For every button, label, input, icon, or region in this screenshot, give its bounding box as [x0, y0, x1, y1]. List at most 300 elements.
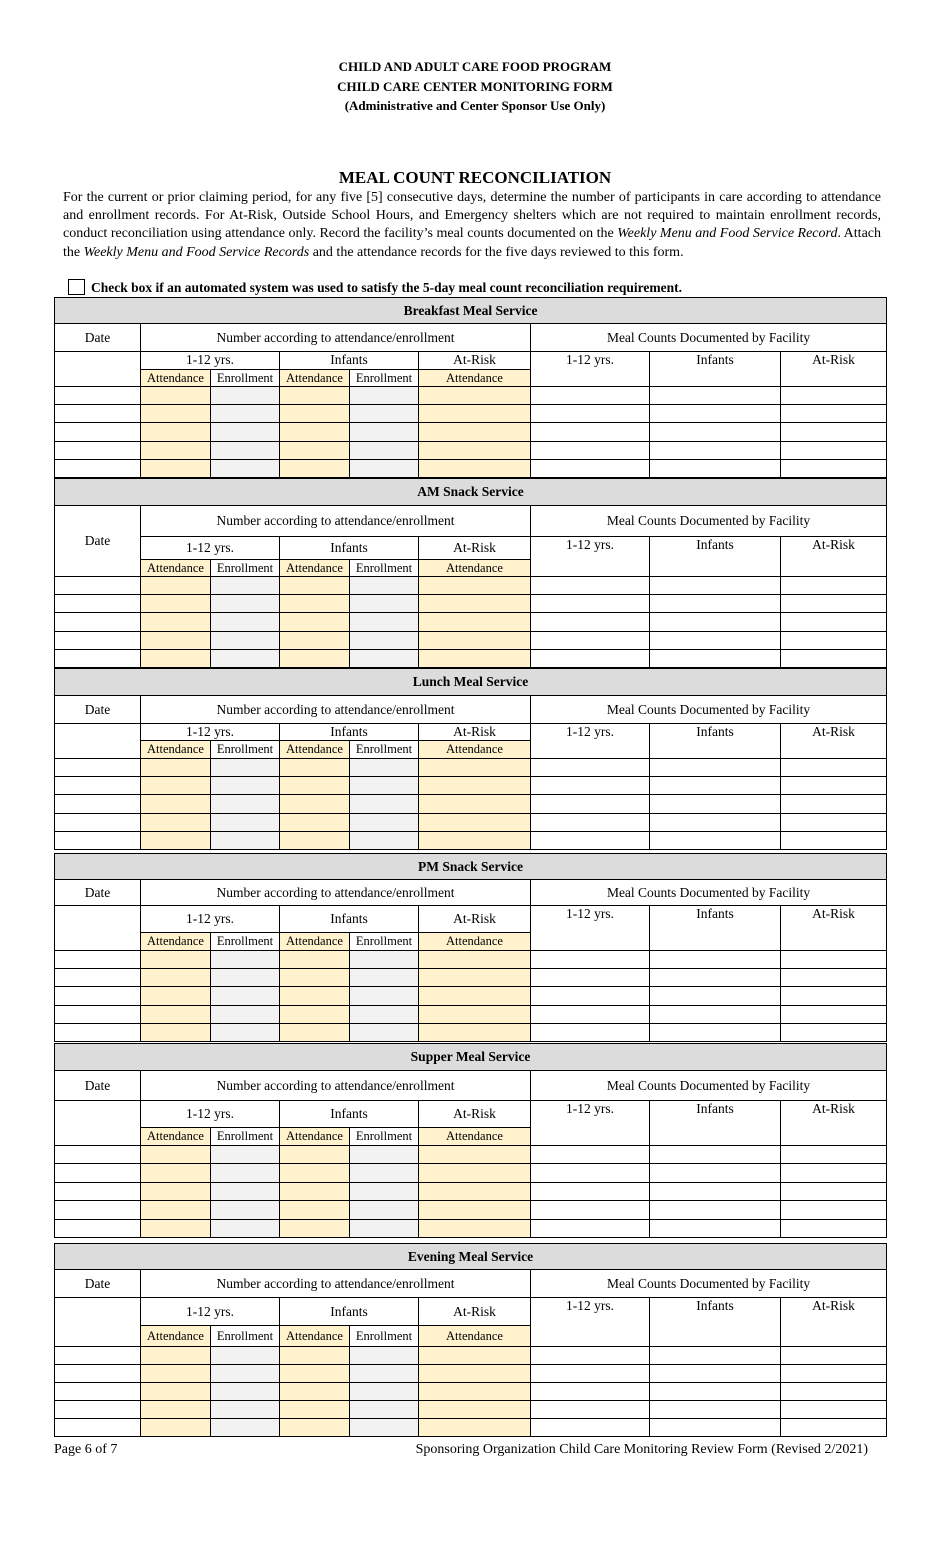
attendance-at-risk-cell[interactable] [419, 813, 531, 831]
attendance-at-risk-cell[interactable] [419, 795, 531, 813]
enrollment-infants-cell[interactable] [350, 613, 419, 631]
meal-count-at-risk-header: At-Risk [781, 537, 887, 577]
meal-count-at-risk-cell[interactable] [781, 441, 887, 459]
attendance-1-12-cell[interactable] [141, 1383, 211, 1401]
date-cell[interactable] [55, 777, 141, 795]
enrollment-1-12-cell[interactable] [211, 1005, 280, 1023]
meal-count-infants-cell[interactable] [650, 951, 781, 969]
attendance-infants-cell[interactable] [280, 777, 350, 795]
enrollment-infants-cell[interactable] [350, 595, 419, 613]
enrollment-infants-cell[interactable] [350, 405, 419, 423]
attendance-infants-cell[interactable] [280, 595, 350, 613]
meal-count-infants-cell[interactable] [650, 1401, 781, 1419]
attendance-1-12-cell[interactable] [141, 1164, 211, 1182]
attendance-infants-cell[interactable] [280, 1182, 350, 1200]
table-row [55, 1182, 887, 1200]
attendance-infants-cell[interactable] [280, 951, 350, 969]
enrollment-1-12-cell[interactable] [211, 1347, 280, 1365]
meal-count-at-risk-cell[interactable] [781, 1365, 887, 1383]
attendance-at-risk-cell[interactable] [419, 423, 531, 441]
automated-system-checkbox[interactable] [68, 279, 85, 295]
enrollment-infants-cell[interactable] [350, 777, 419, 795]
meal-count-infants-cell[interactable] [650, 613, 781, 631]
attendance-at-risk-cell[interactable] [419, 387, 531, 405]
attendance-infants-cell[interactable] [280, 1383, 350, 1401]
enrollment-1-12-cell[interactable] [211, 1201, 280, 1219]
enrollment-1-12-cell[interactable] [211, 423, 280, 441]
attendance-1-12-cell[interactable] [141, 1347, 211, 1365]
enrollment-1-12-cell[interactable] [211, 969, 280, 987]
enrollment-1-12-cell[interactable] [211, 577, 280, 595]
enrollment-infants-cell[interactable] [350, 831, 419, 849]
attendance-infants-cell[interactable] [280, 1005, 350, 1023]
attendance-at-risk-cell[interactable] [419, 1201, 531, 1219]
attendance-infants-cell[interactable] [280, 441, 350, 459]
attendance-infants-cell[interactable] [280, 423, 350, 441]
attendance-1-12-cell[interactable] [141, 1005, 211, 1023]
date-cell[interactable] [55, 987, 141, 1005]
enrollment-infants-cell[interactable] [350, 1401, 419, 1419]
enrollment-infants-cell[interactable] [350, 1365, 419, 1383]
meal-count-infants-cell[interactable] [650, 1419, 781, 1437]
meal-count-1-12-cell[interactable] [531, 387, 650, 405]
attendance-infants-cell[interactable] [280, 613, 350, 631]
attendance-infants-cell[interactable] [280, 987, 350, 1005]
meal-count-at-risk-header: At-Risk [781, 906, 887, 951]
meal-count-1-12-cell[interactable] [531, 1383, 650, 1401]
meal-count-1-12-cell[interactable] [531, 1164, 650, 1182]
attendance-at-risk-cell[interactable] [419, 1347, 531, 1365]
meal-counts-group-header: Meal Counts Documented by Facility [531, 880, 887, 906]
meal-count-at-risk-cell[interactable] [781, 387, 887, 405]
attendance-group-header: Number according to attendance/enrollment [141, 1071, 531, 1101]
meal-count-infants-cell[interactable] [650, 813, 781, 831]
attendance-at-risk-cell[interactable] [419, 595, 531, 613]
meal-count-infants-cell[interactable] [650, 1201, 781, 1219]
date-cell[interactable] [55, 1023, 141, 1041]
attendance-1-12-cell[interactable] [141, 1365, 211, 1383]
table-row [55, 777, 887, 795]
attendance-at-risk-cell[interactable] [419, 1419, 531, 1437]
attendance-at-risk-cell[interactable] [419, 1383, 531, 1401]
meal-count-at-risk-cell[interactable] [781, 577, 887, 595]
date-cell[interactable] [55, 1182, 141, 1200]
meal-count-1-12-cell[interactable] [531, 1347, 650, 1365]
enrollment-infants-cell[interactable] [350, 951, 419, 969]
enrollment-1-12-cell[interactable] [211, 649, 280, 667]
meal-count-at-risk-cell[interactable] [781, 831, 887, 849]
meal-count-1-12-cell[interactable] [531, 405, 650, 423]
attendance-at-risk-cell[interactable] [419, 1365, 531, 1383]
enrollment-1-12-cell[interactable] [211, 1401, 280, 1419]
attendance-at-risk-cell[interactable] [419, 1023, 531, 1041]
meal-count-infants-cell[interactable] [650, 577, 781, 595]
meal-count-1-12-cell[interactable] [531, 1146, 650, 1164]
meal-count-infants-header: Infants [650, 1298, 781, 1347]
meal-count-1-12-cell[interactable] [531, 969, 650, 987]
attendance-at-risk-cell[interactable] [419, 1005, 531, 1023]
meal-count-at-risk-cell[interactable] [781, 1146, 887, 1164]
enrollment-1-12-cell[interactable] [211, 831, 280, 849]
attendance-1-12-cell[interactable] [141, 613, 211, 631]
attendance-subheader: Attendance [419, 933, 531, 951]
meal-count-infants-cell[interactable] [650, 595, 781, 613]
enrollment-subheader: Enrollment [350, 933, 419, 951]
meal-count-at-risk-cell[interactable] [781, 1164, 887, 1182]
enrollment-1-12-cell[interactable] [211, 777, 280, 795]
enrollment-1-12-cell[interactable] [211, 405, 280, 423]
meal-count-1-12-cell[interactable] [531, 1201, 650, 1219]
meal-count-infants-cell[interactable] [650, 1023, 781, 1041]
meal-count-at-risk-cell[interactable] [781, 631, 887, 649]
meal-count-infants-cell[interactable] [650, 441, 781, 459]
attendance-1-12-cell[interactable] [141, 1419, 211, 1437]
enrollment-1-12-cell[interactable] [211, 387, 280, 405]
meal-count-1-12-cell[interactable] [531, 795, 650, 813]
attendance-1-12-cell[interactable] [141, 831, 211, 849]
enrollment-infants-cell[interactable] [350, 759, 419, 777]
attendance-at-risk-cell[interactable] [419, 777, 531, 795]
meal-count-at-risk-cell[interactable] [781, 649, 887, 667]
meal-count-at-risk-cell[interactable] [781, 613, 887, 631]
date-cell[interactable] [55, 813, 141, 831]
automated-system-checkbox-row [68, 279, 682, 296]
attendance-infants-cell[interactable] [280, 1164, 350, 1182]
date-cell[interactable] [55, 1365, 141, 1383]
service-title: Breakfast Meal Service [55, 298, 887, 324]
enrollment-infants-cell[interactable] [350, 987, 419, 1005]
meal-count-1-12-cell[interactable] [531, 777, 650, 795]
attendance-1-12-cell[interactable] [141, 459, 211, 477]
table-row [55, 813, 887, 831]
attendance-1-12-cell[interactable] [141, 759, 211, 777]
date-cell[interactable] [55, 1383, 141, 1401]
date-cell[interactable] [55, 1401, 141, 1419]
enrollment-1-12-cell[interactable] [211, 1182, 280, 1200]
enrollment-1-12-cell[interactable] [211, 759, 280, 777]
enrollment-infants-cell[interactable] [350, 459, 419, 477]
attendance-1-12-cell[interactable] [141, 951, 211, 969]
meal-count-1-12-cell[interactable] [531, 951, 650, 969]
meal-count-age-1-12-header: 1-12 yrs. [531, 724, 650, 759]
meal-count-at-risk-cell[interactable] [781, 795, 887, 813]
meal-count-at-risk-cell[interactable] [781, 595, 887, 613]
meal-count-1-12-cell[interactable] [531, 1005, 650, 1023]
enrollment-infants-cell[interactable] [350, 423, 419, 441]
attendance-group-header: Number according to attendance/enrollment [141, 324, 531, 352]
attendance-infants-cell[interactable] [280, 1347, 350, 1365]
attendance-at-risk-cell[interactable] [419, 759, 531, 777]
meal-count-at-risk-cell[interactable] [781, 813, 887, 831]
date-cell[interactable] [55, 631, 141, 649]
enrollment-infants-cell[interactable] [350, 1383, 419, 1401]
enrollment-infants-cell[interactable] [350, 1201, 419, 1219]
meal-count-1-12-cell[interactable] [531, 1419, 650, 1437]
date-cell[interactable] [55, 1347, 141, 1365]
attendance-infants-cell[interactable] [280, 405, 350, 423]
date-cell[interactable] [55, 459, 141, 477]
attendance-infants-cell[interactable] [280, 1201, 350, 1219]
enrollment-infants-cell[interactable] [350, 1005, 419, 1023]
attendance-at-risk-cell[interactable] [419, 1219, 531, 1237]
table-row [55, 1401, 887, 1419]
attendance-at-risk-cell[interactable] [419, 405, 531, 423]
attendance-1-12-cell[interactable] [141, 1182, 211, 1200]
date-cell[interactable] [55, 441, 141, 459]
meal-count-1-12-cell[interactable] [531, 1023, 650, 1041]
attendance-at-risk-cell[interactable] [419, 951, 531, 969]
meal-counts-group-header: Meal Counts Documented by Facility [531, 1071, 887, 1101]
attendance-1-12-cell[interactable] [141, 577, 211, 595]
attendance-at-risk-cell[interactable] [419, 631, 531, 649]
meal-count-at-risk-cell[interactable] [781, 969, 887, 987]
attendance-1-12-cell[interactable] [141, 405, 211, 423]
attendance-1-12-cell[interactable] [141, 387, 211, 405]
attendance-infants-cell[interactable] [280, 1365, 350, 1383]
meal-count-at-risk-cell[interactable] [781, 1023, 887, 1041]
attendance-at-risk-cell[interactable] [419, 1401, 531, 1419]
attendance-1-12-cell[interactable] [141, 813, 211, 831]
infants-header: Infants [280, 537, 419, 560]
attendance-1-12-cell[interactable] [141, 1401, 211, 1419]
meal-count-infants-cell[interactable] [650, 795, 781, 813]
enrollment-infants-cell[interactable] [350, 1419, 419, 1437]
enrollment-1-12-cell[interactable] [211, 1164, 280, 1182]
meal-counts-group-header: Meal Counts Documented by Facility [531, 506, 887, 537]
attendance-1-12-cell[interactable] [141, 969, 211, 987]
date-cell[interactable] [55, 1146, 141, 1164]
attendance-infants-cell[interactable] [280, 631, 350, 649]
meal-count-1-12-cell[interactable] [531, 1182, 650, 1200]
meal-count-1-12-cell[interactable] [531, 649, 650, 667]
date-cell[interactable] [55, 1164, 141, 1182]
attendance-subheader: Attendance [419, 560, 531, 577]
date-cell[interactable] [55, 423, 141, 441]
meal-count-1-12-cell[interactable] [531, 987, 650, 1005]
enrollment-1-12-cell[interactable] [211, 1219, 280, 1237]
meal-count-infants-cell[interactable] [650, 1182, 781, 1200]
meal-count-1-12-cell[interactable] [531, 595, 650, 613]
attendance-at-risk-cell[interactable] [419, 969, 531, 987]
meal-count-at-risk-cell[interactable] [781, 951, 887, 969]
meal-count-infants-cell[interactable] [650, 649, 781, 667]
enrollment-infants-cell[interactable] [350, 1347, 419, 1365]
date-cell[interactable] [55, 613, 141, 631]
meal-count-infants-cell[interactable] [650, 1146, 781, 1164]
meal-count-infants-cell[interactable] [650, 969, 781, 987]
attendance-at-risk-cell[interactable] [419, 649, 531, 667]
meal-count-at-risk-cell[interactable] [781, 1383, 887, 1401]
meal-count-infants-cell[interactable] [650, 831, 781, 849]
meal-count-infants-cell[interactable] [650, 987, 781, 1005]
attendance-subheader: Attendance [280, 933, 350, 951]
date-cell[interactable] [55, 577, 141, 595]
attendance-infants-cell[interactable] [280, 649, 350, 667]
attendance-infants-cell[interactable] [280, 831, 350, 849]
date-cell[interactable] [55, 1201, 141, 1219]
meal-count-at-risk-header: At-Risk [781, 352, 887, 387]
date-cell[interactable] [55, 969, 141, 987]
attendance-at-risk-cell[interactable] [419, 1182, 531, 1200]
attendance-infants-cell[interactable] [280, 759, 350, 777]
meal-count-at-risk-cell[interactable] [781, 423, 887, 441]
enrollment-infants-cell[interactable] [350, 577, 419, 595]
attendance-1-12-cell[interactable] [141, 1219, 211, 1237]
attendance-infants-cell[interactable] [280, 1419, 350, 1437]
attendance-infants-cell[interactable] [280, 1401, 350, 1419]
meal-count-infants-cell[interactable] [650, 777, 781, 795]
meal-service-table [54, 853, 887, 1042]
meal-count-1-12-cell[interactable] [531, 759, 650, 777]
meal-count-infants-cell[interactable] [650, 423, 781, 441]
meal-count-at-risk-cell[interactable] [781, 987, 887, 1005]
meal-count-infants-cell[interactable] [650, 1164, 781, 1182]
attendance-1-12-cell[interactable] [141, 441, 211, 459]
meal-count-1-12-cell[interactable] [531, 813, 650, 831]
meal-count-infants-cell[interactable] [650, 1365, 781, 1383]
enrollment-infants-cell[interactable] [350, 813, 419, 831]
attendance-1-12-cell[interactable] [141, 777, 211, 795]
attendance-at-risk-cell[interactable] [419, 987, 531, 1005]
attendance-at-risk-cell[interactable] [419, 831, 531, 849]
enrollment-1-12-cell[interactable] [211, 813, 280, 831]
meal-count-infants-cell[interactable] [650, 405, 781, 423]
attendance-infants-cell[interactable] [280, 1219, 350, 1237]
attendance-infants-cell[interactable] [280, 459, 350, 477]
table-row [55, 1023, 887, 1041]
meal-count-at-risk-cell[interactable] [781, 777, 887, 795]
attendance-at-risk-cell[interactable] [419, 1164, 531, 1182]
attendance-1-12-cell[interactable] [141, 795, 211, 813]
attendance-infants-cell[interactable] [280, 1023, 350, 1041]
enrollment-1-12-cell[interactable] [211, 1365, 280, 1383]
enrollment-subheader: Enrollment [211, 1128, 280, 1146]
attendance-1-12-cell[interactable] [141, 423, 211, 441]
enrollment-infants-cell[interactable] [350, 1182, 419, 1200]
enrollment-infants-cell[interactable] [350, 1219, 419, 1237]
meal-count-infants-cell[interactable] [650, 387, 781, 405]
attendance-1-12-cell[interactable] [141, 1023, 211, 1041]
enrollment-infants-cell[interactable] [350, 441, 419, 459]
enrollment-1-12-cell[interactable] [211, 631, 280, 649]
enrollment-infants-cell[interactable] [350, 795, 419, 813]
meal-count-infants-cell[interactable] [650, 759, 781, 777]
enrollment-1-12-cell[interactable] [211, 459, 280, 477]
attendance-1-12-cell[interactable] [141, 987, 211, 1005]
meal-count-at-risk-cell[interactable] [781, 405, 887, 423]
date-cell[interactable] [55, 759, 141, 777]
date-cell[interactable] [55, 1005, 141, 1023]
attendance-infants-cell[interactable] [280, 1146, 350, 1164]
enrollment-infants-cell[interactable] [350, 649, 419, 667]
enrollment-1-12-cell[interactable] [211, 441, 280, 459]
meal-count-at-risk-cell[interactable] [781, 1401, 887, 1419]
meal-count-at-risk-cell[interactable] [781, 1347, 887, 1365]
attendance-at-risk-cell[interactable] [419, 459, 531, 477]
meal-count-1-12-cell[interactable] [531, 1401, 650, 1419]
meal-count-at-risk-cell[interactable] [781, 1005, 887, 1023]
meal-count-at-risk-cell[interactable] [781, 1182, 887, 1200]
meal-count-1-12-cell[interactable] [531, 613, 650, 631]
date-cell[interactable] [55, 831, 141, 849]
enrollment-1-12-cell[interactable] [211, 595, 280, 613]
enrollment-1-12-cell[interactable] [211, 1419, 280, 1437]
date-cell[interactable] [55, 951, 141, 969]
date-cell[interactable] [55, 649, 141, 667]
attendance-subheader: Attendance [280, 1128, 350, 1146]
date-cell[interactable] [55, 795, 141, 813]
attendance-1-12-cell[interactable] [141, 631, 211, 649]
date-cell[interactable] [55, 1419, 141, 1437]
enrollment-1-12-cell[interactable] [211, 795, 280, 813]
meal-count-1-12-cell[interactable] [531, 441, 650, 459]
enrollment-1-12-cell[interactable] [211, 1023, 280, 1041]
meal-count-1-12-cell[interactable] [531, 631, 650, 649]
meal-count-1-12-cell[interactable] [531, 423, 650, 441]
instructions: For the current or prior claiming period, for any five [5] consecutive days, determine the number of participants in care according to attendance and enrollment records. For At-Risk, Outside School Hours, and Emergency shelters which are not required to maintain enrollment records, conduct reconciliation using attendance only. Record the facility’s meal counts documented on the Weekly Menu and Food Service Record. Attach the Weekly Menu and Food Service Records and the attendance records for the five days reviewed to this form. [63, 190, 881, 260]
date-cell[interactable] [55, 405, 141, 423]
meal-count-infants-cell[interactable] [650, 1383, 781, 1401]
date-cell[interactable] [55, 595, 141, 613]
attendance-1-12-cell[interactable] [141, 1146, 211, 1164]
enrollment-1-12-cell[interactable] [211, 1383, 280, 1401]
enrollment-infants-cell[interactable] [350, 1146, 419, 1164]
date-cell[interactable] [55, 1219, 141, 1237]
enrollment-infants-cell[interactable] [350, 969, 419, 987]
attendance-at-risk-cell[interactable] [419, 441, 531, 459]
attendance-infants-cell[interactable] [280, 813, 350, 831]
enrollment-infants-cell[interactable] [350, 631, 419, 649]
enrollment-1-12-cell[interactable] [211, 613, 280, 631]
age-1-12-header: 1-12 yrs. [141, 724, 280, 741]
meal-count-1-12-cell[interactable] [531, 577, 650, 595]
meal-count-1-12-cell[interactable] [531, 459, 650, 477]
attendance-at-risk-cell[interactable] [419, 577, 531, 595]
meal-count-1-12-cell[interactable] [531, 1219, 650, 1237]
enrollment-1-12-cell[interactable] [211, 951, 280, 969]
meal-count-at-risk-cell[interactable] [781, 1201, 887, 1219]
attendance-infants-cell[interactable] [280, 969, 350, 987]
attendance-infants-cell[interactable] [280, 387, 350, 405]
enrollment-1-12-cell[interactable] [211, 987, 280, 1005]
enrollment-1-12-cell[interactable] [211, 1146, 280, 1164]
meal-count-infants-cell[interactable] [650, 1347, 781, 1365]
meal-counts-group-header: Meal Counts Documented by Facility [531, 696, 887, 724]
meal-count-infants-cell[interactable] [650, 1219, 781, 1237]
meal-count-at-risk-cell[interactable] [781, 459, 887, 477]
meal-count-at-risk-cell[interactable] [781, 1419, 887, 1437]
attendance-1-12-cell[interactable] [141, 1201, 211, 1219]
attendance-at-risk-cell[interactable] [419, 613, 531, 631]
meal-count-1-12-cell[interactable] [531, 1365, 650, 1383]
meal-count-infants-cell[interactable] [650, 631, 781, 649]
attendance-infants-cell[interactable] [280, 577, 350, 595]
meal-count-infants-cell[interactable] [650, 1005, 781, 1023]
attendance-1-12-cell[interactable] [141, 595, 211, 613]
attendance-subheader: Attendance [419, 741, 531, 759]
enrollment-infants-cell[interactable] [350, 1023, 419, 1041]
meal-count-1-12-cell[interactable] [531, 831, 650, 849]
meal-count-at-risk-cell[interactable] [781, 1219, 887, 1237]
enrollment-infants-cell[interactable] [350, 1164, 419, 1182]
meal-count-infants-cell[interactable] [650, 459, 781, 477]
attendance-at-risk-cell[interactable] [419, 1146, 531, 1164]
attendance-1-12-cell[interactable] [141, 649, 211, 667]
enrollment-infants-cell[interactable] [350, 387, 419, 405]
attendance-infants-cell[interactable] [280, 795, 350, 813]
meal-count-at-risk-cell[interactable] [781, 759, 887, 777]
date-cell[interactable] [55, 387, 141, 405]
